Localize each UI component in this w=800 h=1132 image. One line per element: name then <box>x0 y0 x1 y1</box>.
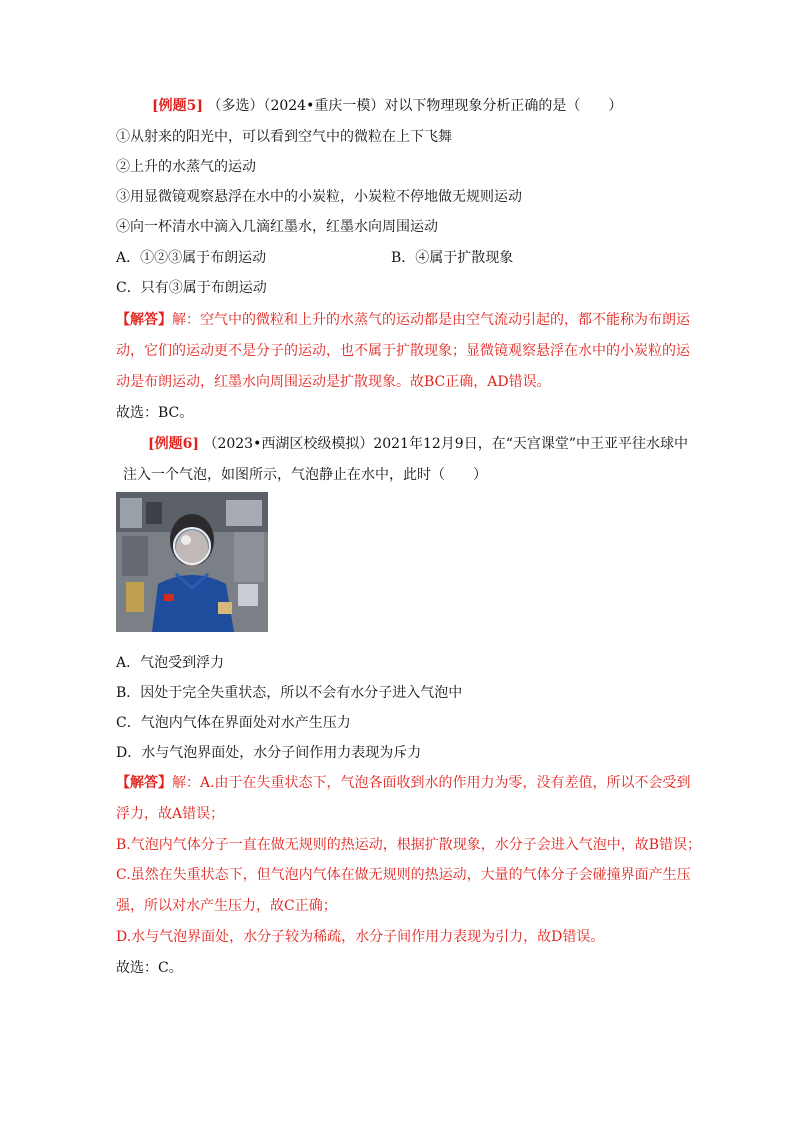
example5-item-4: ④向一杯清水中滴入几滴红墨水，红墨水向周围运动 <box>116 219 438 235</box>
example5-answer-line-3: 动是布朗运动，红墨水向周围运动是扩散现象。故BC正确，AD错误。 <box>116 374 551 390</box>
example5-heading <box>152 97 622 115</box>
example6-stem-line-1: （2023•西湖区校级模拟）2021年12月9日，在“天宫课堂”中王亚平往水球中 <box>203 436 689 452</box>
example5-conclusion: 故选：BC。 <box>116 405 194 421</box>
example6-answer-label: 【解答】 <box>116 775 172 791</box>
example5-option-c: C．只有③属于布朗运动 <box>116 280 267 296</box>
tiangong-classroom-photo <box>116 492 268 632</box>
example6-option-b: B．因处于完全失重状态，所以不会有水分子进入气泡中 <box>116 685 463 701</box>
example5-item-3: ③用显微镜观察悬浮在水中的小炭粒，小炭粒不停地做无规则运动 <box>116 189 522 205</box>
example6-answer-line-4: C.虽然在失重状态下，但气泡内气体在做无规则的热运动，大量的气体分子会碰撞界面产生压 <box>116 867 691 883</box>
example6-stem-line-2: 注入一个气泡，如图所示，气泡静止在水中，此时（ ） <box>123 467 487 483</box>
example6-option-a: A．气泡受到浮力 <box>116 655 225 671</box>
example6-conclusion: 故选：C。 <box>116 960 183 976</box>
example5-answer-line-2: 动，它们的运动更不是分子的运动，也不属于扩散现象；显微镜观察悬浮在水中的小炭粒的运 <box>116 343 690 359</box>
example6-answer-line-2: 浮力，故A错误； <box>116 806 225 822</box>
example5-answer-line-1 <box>116 311 690 329</box>
example5-item-2: ②上升的水蒸气的运动 <box>116 159 256 175</box>
example5-stem: （多选）（2024•重庆一模）对以下物理现象分析正确的是（ ） <box>207 98 623 114</box>
example6-answer-line-1 <box>116 774 691 792</box>
example6-option-d: D．水与气泡界面处，水分子间作用力表现为斥力 <box>116 745 422 761</box>
example6-answer-line-5: 强，所以对水产生压力，故C正确； <box>116 898 337 914</box>
example6-answer-text-1: 解：A.由于在失重状态下，气泡各面收到水的作用力为零，没有差值，所以不会受到 <box>172 775 691 791</box>
example5-option-b: B．④属于扩散现象 <box>391 250 514 266</box>
example6-heading <box>148 435 688 453</box>
example5-answer-text-1: 解：空气中的微粒和上升的水蒸气的运动都是由空气流动引起的，都不能称为布朗运 <box>172 312 690 328</box>
example6-answer-line-3: B.气泡内气体分子一直在做无规则的热运动，根据扩散现象，水分子会进入气泡中，故B错误； <box>116 837 702 853</box>
example5-option-a: A．①②③属于布朗运动 <box>116 250 267 266</box>
example5-answer-label: 【解答】 <box>116 312 172 328</box>
example6-answer-line-6: D.水与气泡界面处，水分子较为稀疏，水分子间作用力表现为引力，故D错误。 <box>116 929 605 945</box>
astronaut-water-ball-image <box>116 492 268 632</box>
example6-option-c: C．气泡内气体在界面处对水产生压力 <box>116 715 351 731</box>
example5-tag: [例题5] <box>152 98 203 114</box>
example5-item-1: ①从射来的阳光中，可以看到空气中的微粒在上下飞舞 <box>116 129 452 145</box>
example6-tag: [例题6] <box>148 436 199 452</box>
